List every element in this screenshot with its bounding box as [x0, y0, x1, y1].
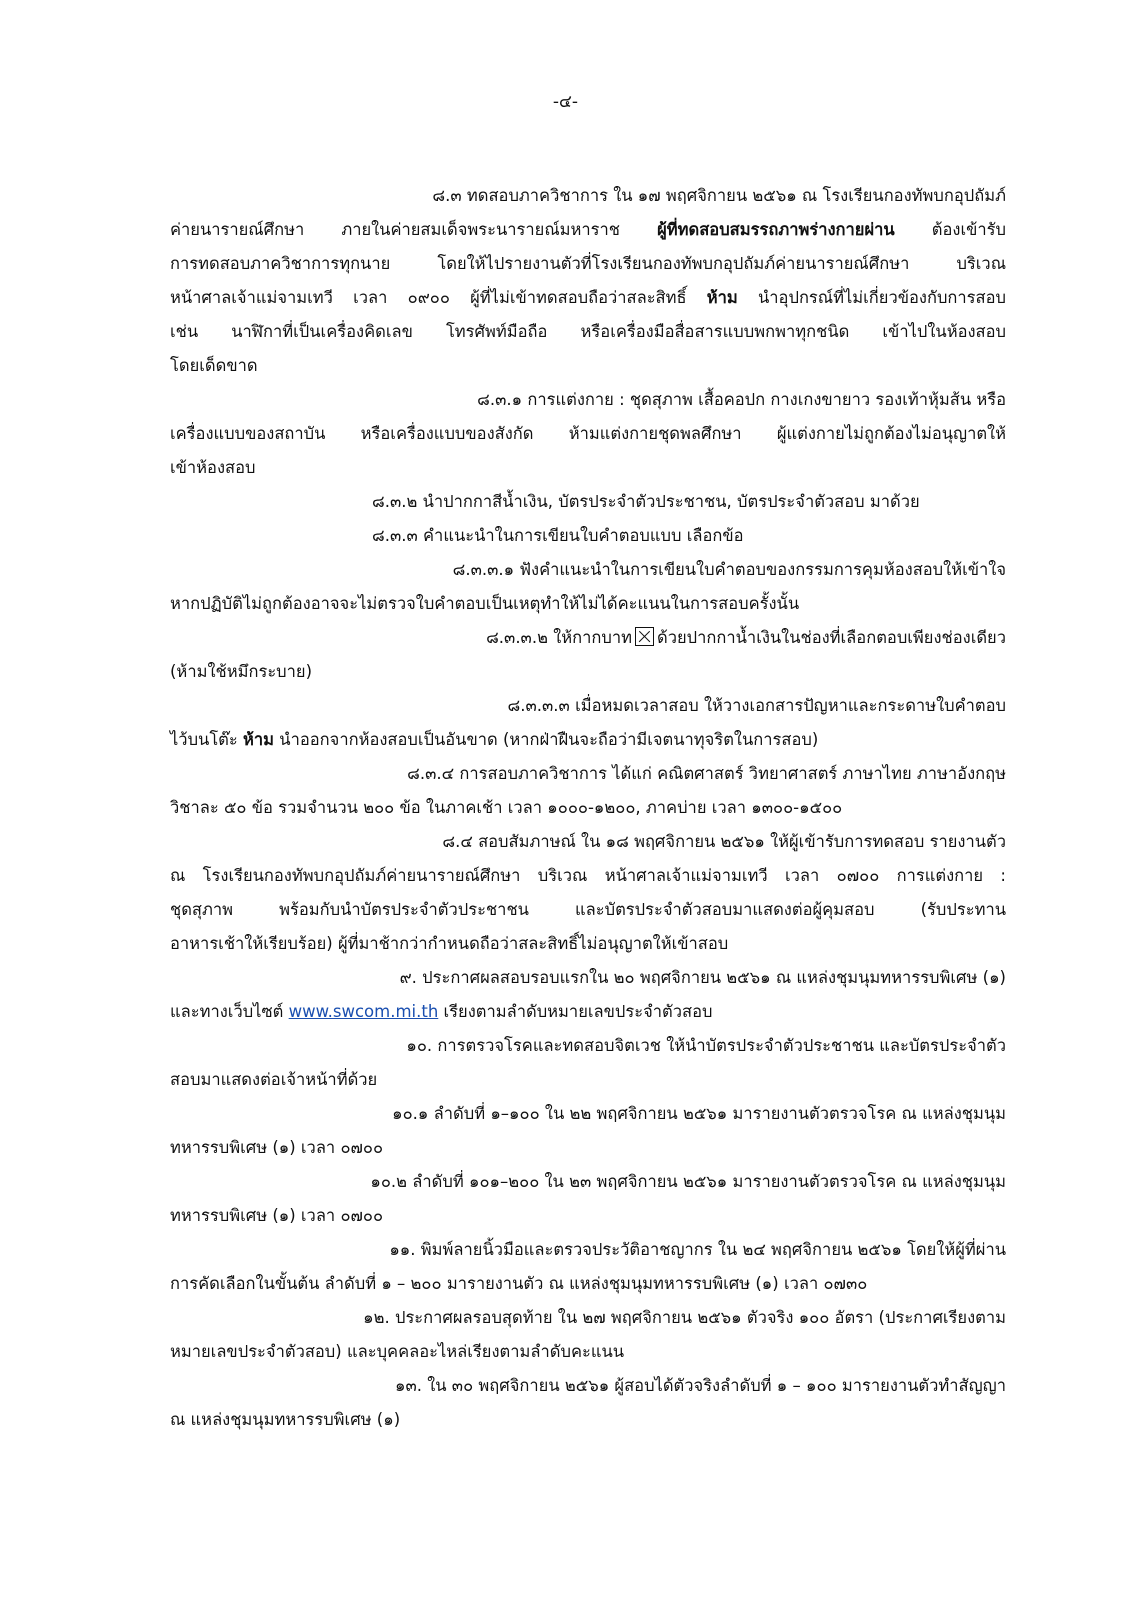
s831-line-2: เครื่องแบบของสถาบัน หรือเครื่องแบบของสังกัด ห้ามแต่งกายชุดพลศึกษา ผู้แต่งกายไม่ถูกต้องไม่อนุญาตให้ [170, 424, 1006, 443]
s831-line-1: ๘.๓.๑ การแต่งกาย : ชุดสุภาพ เสื้อคอปก กางเกงขายาว รองเท้าหุ้มส้น หรือ [477, 390, 1006, 409]
s8331-line-1: ๘.๓.๓.๑ ฟังคำแนะนำในการเขียนใบคำตอบของกรรมการคุมห้องสอบให้เข้าใจ [452, 560, 1006, 579]
s12-line-2: หมายเลขประจำตัวสอบ) และบุคคลอะไหล่เรียงตามลำดับคะแนน [170, 1342, 625, 1361]
s11-line-2: การคัดเลือกในขั้นต้น ลำดับที่ ๑ – ๒๐๐ มารายงานตัว ณ แหล่งชุมนุมทหารรบพิเศษ (๑) เวลา ๐๗๓๐ [170, 1274, 868, 1293]
s83-line-5: เช่น นาฬิกาที่เป็นเครื่องคิดเลข โทรศัพท์มือถือ หรือเครื่องมือสื่อสารแบบพกพาทุกชนิด เข้าไปในห้องสอบ [170, 322, 1006, 341]
s8331-line-2: หากปฏิบัติไม่ถูกต้องอาจจะไม่ตรวจใบคำตอบเป็นเหตุทำให้ไม่ได้คะแนนในการสอบครั้งนั้น [170, 594, 800, 613]
s834-line-2: วิชาละ ๕๐ ข้อ รวมจำนวน ๒๐๐ ข้อ ในภาคเช้า เวลา ๑๐๐๐-๑๒๐๐, ภาคบ่าย เวลา ๑๓๐๐-๑๕๐๐ [170, 798, 843, 817]
s11-line-1: ๑๑. พิมพ์ลายนิ้วมือและตรวจประวัติอาชญากร ใน ๒๔ พฤศจิกายน ๒๕๖๑ โดยให้ผู้ที่ผ่าน [389, 1240, 1006, 1259]
emphasis-prohibited-2: ห้าม [243, 730, 275, 749]
s83-line-2: ค่ายนารายณ์ศึกษา ภายในค่ายสมเด็จพระนารายณ์มหาราช ผู้ที่ทดสอบสมรรถภาพร่างกายผ่าน ต้องเข้ารับ [170, 220, 1006, 239]
s84-line-3: ชุดสุภาพ พร้อมกับนำบัตรประจำตัวประชาชน และบัตรประจำตัวสอบมาแสดงต่อผู้คุมสอบ (รับประทาน [170, 900, 1006, 919]
page-number: -๔- [552, 92, 579, 112]
s84-line-1: ๘.๔ สอบสัมภาษณ์ ใน ๑๘ พฤศจิกายน ๒๕๖๑ ให้ผู้เข้ารับการทดสอบ รายงานตัว [442, 832, 1006, 851]
s831-line-3: เข้าห้องสอบ [170, 458, 256, 477]
s10-line-1: ๑๐. การตรวจโรคและทดสอบจิตเวช ให้นำบัตรประจำตัวประชาชน และบัตรประจำตัว [406, 1036, 1006, 1055]
s832-line: ๘.๓.๒ นำปากกาสีน้ำเงิน, บัตรประจำตัวประชาชน, บัตรประจำตัวสอบ มาด้วย [372, 492, 920, 511]
s833-line: ๘.๓.๓ คำแนะนำในการเขียนใบคำตอบแบบ เลือกข้อ [372, 526, 744, 545]
s834-line-1: ๘.๓.๔ การสอบภาควิชาการ ได้แก่ คณิตศาสตร์ วิทยาศาสตร์ ภาษาไทย ภาษาอังกฤษ [407, 764, 1006, 783]
s83-line-6: โดยเด็ดขาด [170, 356, 258, 375]
s83-line-4: หน้าศาลเจ้าแม่จามเทวี เวลา ๐๙๐๐ ผู้ที่ไม่เข้าทดสอบถือว่าสละสิทธิ์ ห้าม นำอุปกรณ์ที่ไม่เกี่ยวข้องกับการสอบ [170, 288, 1006, 307]
s101-line-2: ทหารรบพิเศษ (๑) เวลา ๐๗๐๐ [170, 1138, 384, 1157]
emphasis-passed-fitness: ผู้ที่ทดสอบสมรรถภาพร่างกายผ่าน [657, 220, 895, 239]
s102-line-1: ๑๐.๒ ลำดับที่ ๑๐๑–๒๐๐ ใน ๒๓ พฤศจิกายน ๒๕๖๑ มารายงานตัวตรวจโรค ณ แหล่งชุมนุม [370, 1172, 1006, 1191]
s10-line-2: สอบมาแสดงต่อเจ้าหน้าที่ด้วย [170, 1070, 378, 1089]
s83-line-3: การทดสอบภาควิชาการทุกนาย โดยให้ไปรายงานตัวที่โรงเรียนกองทัพบกอุปถัมภ์ค่ายนารายณ์ศึกษา บริเวณ [170, 254, 1006, 273]
s9-line-1: ๙. ประกาศผลสอบรอบแรกใน ๒๐ พฤศจิกายน ๒๕๖๑ ณ แหล่งชุมนุมทหารรบพิเศษ (๑) [399, 968, 1006, 987]
s8333-line-2: ไว้บนโต๊ะ ห้าม นำออกจากห้องสอบเป็นอันขาด (หากฝ่าฝืนจะถือว่ามีเจตนาทุจริตในการสอบ) [170, 730, 819, 749]
s101-line-1: ๑๐.๑ ลำดับที่ ๑–๑๐๐ ใน ๒๒ พฤศจิกายน ๒๕๖๑ มารายงานตัวตรวจโรค ณ แหล่งชุมนุม [392, 1104, 1006, 1123]
checkbox-x-icon [635, 627, 654, 646]
s8333-line-1: ๘.๓.๓.๓ เมื่อหมดเวลาสอบ ให้วางเอกสารปัญหาและกระดาษใบคำตอบ [507, 696, 1006, 715]
s12-line-1: ๑๒. ประกาศผลรอบสุดท้าย ใน ๒๗ พฤศจิกายน ๒๕๖๑ ตัวจริง ๑๐๐ อัตรา (ประกาศเรียงตาม [363, 1308, 1006, 1327]
s84-line-4: อาหารเช้าให้เรียบร้อย) ผู้ที่มาช้ากว่ากำหนดถือว่าสละสิทธิ์ไม่อนุญาตให้เข้าสอบ [170, 934, 729, 953]
s9-line-2: และทางเว็บไซต์ www.swcom.mi.th เรียงตามลำดับหมายเลขประจำตัวสอบ [170, 1002, 713, 1021]
s8332-line-1: ๘.๓.๓.๒ ให้กากบาท ด้วยปากกาน้ำเงินในช่องที่เลือกตอบเพียงช่องเดียว [486, 628, 1006, 647]
s13-line-1: ๑๓. ใน ๓๐ พฤศจิกายน ๒๕๖๑ ผู้สอบได้ตัวจริงลำดับที่ ๑ – ๑๐๐ มารายงานตัวทำสัญญา [394, 1376, 1006, 1395]
s102-line-2: ทหารรบพิเศษ (๑) เวลา ๐๗๐๐ [170, 1206, 384, 1225]
s8332-line-2: (ห้ามใช้หมึกระบาย) [170, 662, 313, 681]
s13-line-2: ณ แหล่งชุมนุมทหารรบพิเศษ (๑) [170, 1410, 401, 1429]
s84-line-2: ณ โรงเรียนกองทัพบกอุปถัมภ์ค่ายนารายณ์ศึกษา บริเวณ หน้าศาลเจ้าแม่จามเทวี เวลา ๐๗๐๐ การแต่งกาย : [170, 866, 1006, 885]
emphasis-prohibited: ห้าม [706, 288, 738, 307]
website-link[interactable]: www.swcom.mi.th [288, 1002, 439, 1021]
s83-line-1: ๘.๓ ทดสอบภาควิชาการ ใน ๑๗ พฤศจิกายน ๒๕๖๑ ณ โรงเรียนกองทัพบกอุปถัมภ์ [432, 186, 1006, 205]
